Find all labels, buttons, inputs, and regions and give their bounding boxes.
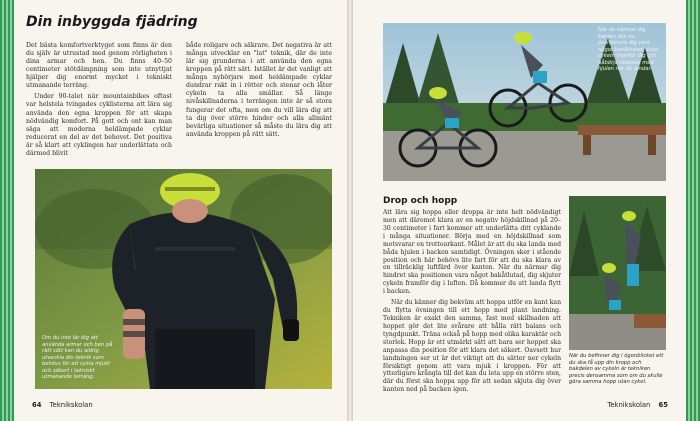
section-name: Teknikskolan [607,401,651,409]
photo-caption: När du befinner dig i ögonblicket ett du ska få upp din kropp och bakdelen av cykeln är tekniken precis densamma som om du skulle göra samma hopp utan cykel. [569,353,664,385]
page-number: 64 [32,401,42,409]
right-folio [607,401,668,409]
section-name: Teknikskolan [49,401,93,409]
page-title: Din inbyggda fjädring [26,14,198,30]
paragraph: Att lära sig hoppa eller droppa är inte helt nödvändigt men att däremot klara av en negativ höjdskillnad på 20–30 centimeter i fart kommer att underlätta ditt cyklande i många situationer. Börja med en höjdskillnad som motsvarar en trottoarkant. Målet är att du ska landa med båda hjulen i backen samtidigt. Övningen sker i stående position och här behövs lite fart för att du ska klara av en tillräcklig luftfärd över kanten. När du närmar dig hindret ska positionen vara något bakåtlutad, dig skjuter cykeln framför dig i luften. Då kommer du att landa flytt i backen. [383,209,561,296]
rider-arms-photo [35,169,332,389]
text-column-2 [186,42,332,161]
left-folio [32,401,93,409]
jump-sequence-photo [569,196,666,350]
paragraph: Under 90-talet när mountainbikes oftast var helstela tvingades cyklisterna att lära sig använda den egna kroppen för att skapa nödvändig komfort. På gott och ont kan man säga att moderna heldämpade cyklar reducerat en del av det behovet. Det positiva är så klart att cyklingen har underlättats och därmed blivit [26,93,172,157]
paragraph: Det bästa komfortverktyget som finns är den du själv är utrustad med genom rörligheten i dina armar och ben. Du finns 40–50 centimeter stötdämpning som inte utnyttjat hjälper dig enormt mycket i tekniskt utmanande terräng. [26,42,172,90]
right-page-edge-stripes [686,0,700,421]
left-page [14,0,347,421]
photo-caption: Om du inte lär dig att använda armar och ben på rätt sätt kan du aldrig utveckla din teknik som behövs för att cykla mjukt och säkert i tekniskt utmanande terräng. [42,335,113,380]
text-column-1 [26,42,172,161]
left-text-columns [26,42,332,161]
left-page-edge-stripes [0,0,14,421]
page-number: 65 [658,401,668,409]
right-page [353,0,686,421]
paragraph: både roligare och säkrare. Det negativa är att många utvecklar en "lat" teknik, där de inte lär sig grunderna i att använda den egna kroppen på rätt sätt. Istället är det vanligt att många nybörjare med heldämpade cyklar dundrar rakt in i rötter och stenar och låter cykeln ta alla smällar. Så länge nivåskillnaderna i terrängen inte är så stora fungerar det ofta, men om du vill lära dig att ta dig över större hinder och alla allmänt bevärliga situationer så måste du lära dig att använda kroppen på rätt sätt. [186,42,332,138]
section-body [383,209,561,397]
paragraph: När du känner dig bekväm att hoppa utför en kant kan du flytta övningen till ett hopp med plant landning. Tekniken är exakt den samma, fast med skillnaden att hoppet gör det lite svårare att hålla rätt balans och tyngdpunkt. Träna också på hopp med olika karaktär och storlek. Hopp är ett utmärkt sätt att bara ser hoppet ska anpassa din position för att klara det säkert. Oavsett hur landningen ser ut är det viktigt att du sätter ner cykeln försiktigt genom att vara mjuk i kroppen. För att ytterligare krångla till det kan du leta upp en större sten, där du först ska hoppa upp för att sedan skjuta dig över kanten ned på backen igen. [383,299,561,394]
section-heading: Drop och hopp [383,196,458,206]
photo-caption: När du närmar dig kanten ska du positionera dig vara något bakåtlutad, skjut cykeln framför dig och påbörja rörelsen med hjulen när du landar. [598,27,659,72]
drop-jump-photo [383,23,666,181]
